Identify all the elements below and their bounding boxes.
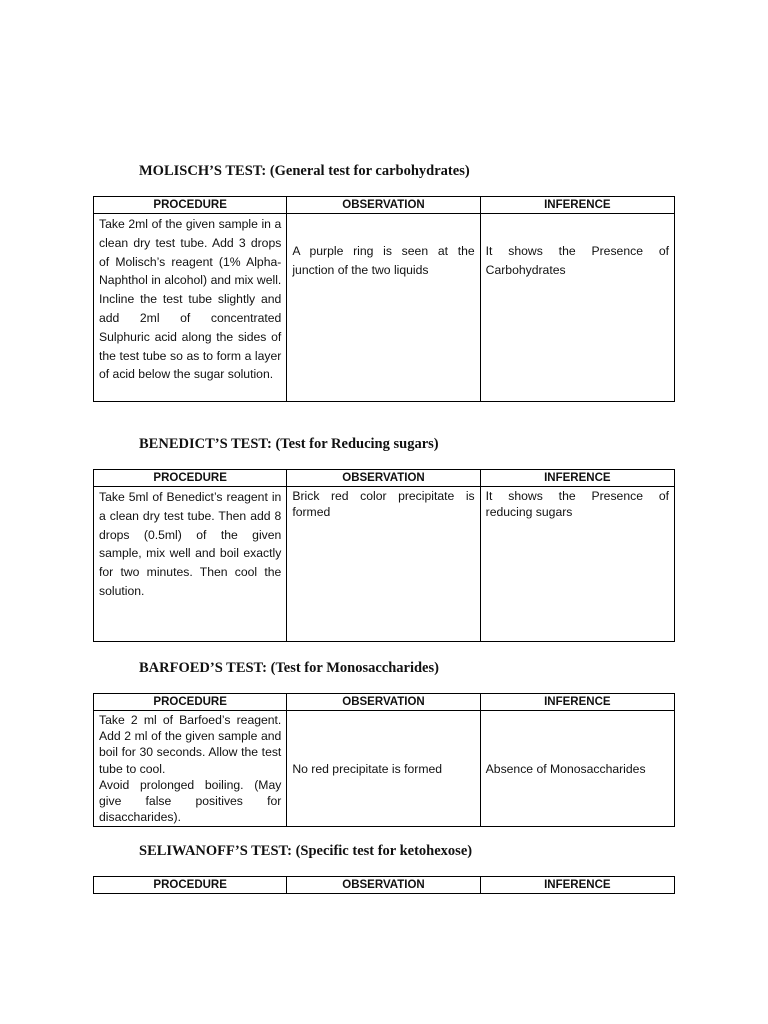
header-row [94, 197, 675, 214]
procedure-cell: Take 2ml of the given sample in a clean dry test tube. Add 3 drops of Molisch’s reagent (1% Alpha-Naphthol in alcohol) and mix well. Incline the test tube slightly and add 2ml of concentrated Sulphuric acid along the sides of the test tube so as to form a layer of acid below the sugar solution. [94, 214, 287, 402]
section-subtitle: (Test for Monosaccharides) [270, 660, 439, 676]
procedure-line: Take 2 ml of Barfoed’s reagent. Add 2 ml of the given sample and boil for 30 seconds. Allow the test tube to cool. [99, 713, 282, 776]
inference-header: INFERENCE [480, 877, 674, 894]
procedure-line: Avoid prolonged boiling. (May give false positives for disaccharides). [99, 777, 282, 825]
seliwanoff-table [93, 876, 675, 894]
observation-cell: No red precipitate is formed [287, 711, 480, 827]
section-title: BENEDICT’S TEST: [139, 436, 272, 452]
section-title: SELIWANOFF’S TEST: [139, 843, 292, 859]
section-heading-seliwanoff [139, 843, 472, 860]
table-row [94, 711, 675, 827]
section-title: MOLISCH’S TEST: [139, 163, 267, 179]
observation-header: OBSERVATION [287, 197, 480, 214]
section-heading-benedict [139, 436, 439, 453]
procedure-cell [94, 711, 287, 827]
observation-header: OBSERVATION [287, 877, 480, 894]
section-heading-barfoed [139, 660, 439, 677]
table-row [94, 487, 675, 642]
inference-header: INFERENCE [480, 197, 674, 214]
header-row [94, 877, 675, 894]
observation-header: OBSERVATION [287, 470, 480, 487]
section-heading-molisch [139, 163, 470, 180]
section-subtitle: (General test for carbohydrates) [269, 163, 470, 179]
procedure-header: PROCEDURE [94, 470, 287, 487]
benedict-table [93, 469, 675, 642]
procedure-header: PROCEDURE [94, 694, 287, 711]
section-title: BARFOED’S TEST: [139, 660, 267, 676]
inference-cell: Absence of Monosaccharides [480, 711, 674, 827]
header-row [94, 470, 675, 487]
procedure-cell: Take 5ml of Benedict’s reagent in a clean dry test tube. Then add 8 drops (0.5ml) of the given sample, mix well and boil exactly for two minutes. Then cool the solution. [94, 487, 287, 642]
observation-header: OBSERVATION [287, 694, 480, 711]
inference-header: INFERENCE [480, 694, 674, 711]
inference-cell: It shows the Presence of reducing sugars [480, 487, 674, 642]
inference-cell: It shows the Presence of Carbohydrates [480, 214, 674, 402]
header-row [94, 694, 675, 711]
observation-cell: A purple ring is seen at the junction of the two liquids [287, 214, 480, 402]
observation-cell: Brick red color precipitate is formed [287, 487, 480, 642]
inference-header: INFERENCE [480, 470, 674, 487]
procedure-header: PROCEDURE [94, 877, 287, 894]
procedure-header: PROCEDURE [94, 197, 287, 214]
molisch-table [93, 196, 675, 402]
section-subtitle: (Test for Reducing sugars) [275, 436, 439, 452]
section-subtitle: (Specific test for ketohexose) [295, 843, 473, 859]
table-row [94, 214, 675, 402]
barfoed-table [93, 693, 675, 827]
